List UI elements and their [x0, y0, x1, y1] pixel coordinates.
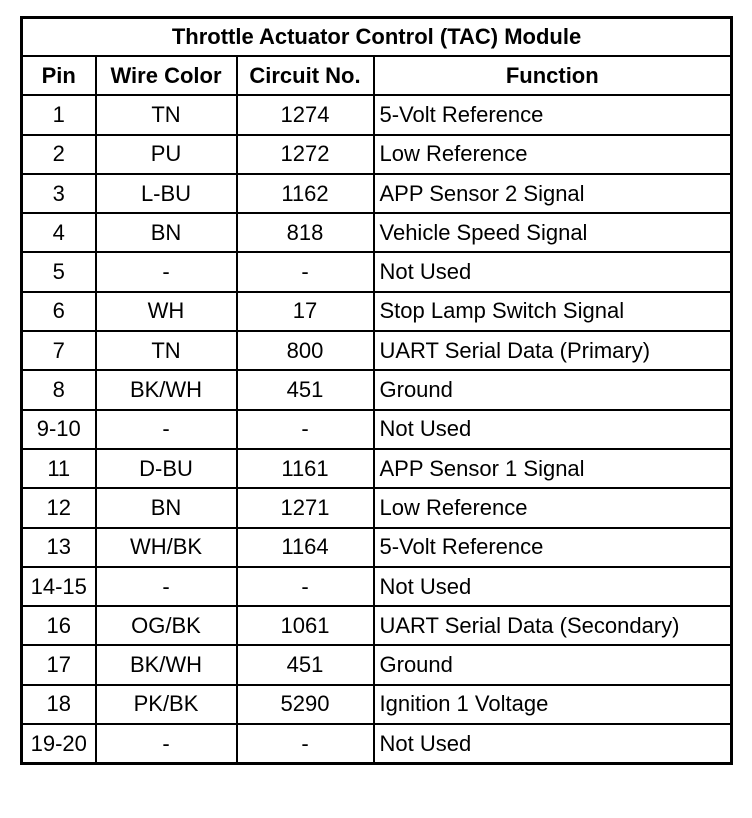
pin-cell: 7	[22, 331, 96, 370]
table-row	[22, 685, 732, 724]
table-row	[22, 724, 732, 764]
table-title: Throttle Actuator Control (TAC) Module	[22, 18, 732, 57]
pin-cell: 17	[22, 645, 96, 684]
wire-color-cell: -	[96, 252, 237, 291]
function-cell: Ignition 1 Voltage	[374, 685, 732, 724]
wire-color-cell: -	[96, 410, 237, 449]
pin-cell: 4	[22, 213, 96, 252]
header-circuit-no: Circuit No.	[237, 56, 374, 95]
pin-cell: 12	[22, 488, 96, 527]
circuit-no-cell: 1271	[237, 488, 374, 527]
circuit-no-cell: 1272	[237, 135, 374, 174]
function-cell: Ground	[374, 370, 732, 409]
circuit-no-cell: 1164	[237, 528, 374, 567]
function-cell: Not Used	[374, 252, 732, 291]
wire-color-cell: WH	[96, 292, 237, 331]
function-cell: 5-Volt Reference	[374, 95, 732, 134]
table-row	[22, 331, 732, 370]
header-row	[22, 56, 732, 95]
circuit-no-cell: 1162	[237, 174, 374, 213]
circuit-no-cell: 1161	[237, 449, 374, 488]
wire-color-cell: BK/WH	[96, 370, 237, 409]
circuit-no-cell: -	[237, 567, 374, 606]
pin-cell: 3	[22, 174, 96, 213]
pin-cell: 8	[22, 370, 96, 409]
wire-color-cell: D-BU	[96, 449, 237, 488]
function-cell: Low Reference	[374, 135, 732, 174]
circuit-no-cell: 800	[237, 331, 374, 370]
table-row	[22, 528, 732, 567]
pin-cell: 14-15	[22, 567, 96, 606]
table-row	[22, 488, 732, 527]
wire-color-cell: BN	[96, 213, 237, 252]
wire-color-cell: -	[96, 724, 237, 764]
wire-color-cell: OG/BK	[96, 606, 237, 645]
function-cell: Not Used	[374, 410, 732, 449]
header-function: Function	[374, 56, 732, 95]
circuit-no-cell: 17	[237, 292, 374, 331]
table-row	[22, 252, 732, 291]
wire-color-cell: BN	[96, 488, 237, 527]
circuit-no-cell: -	[237, 252, 374, 291]
wire-color-cell: BK/WH	[96, 645, 237, 684]
table-body	[22, 95, 732, 764]
pin-cell: 1	[22, 95, 96, 134]
circuit-no-cell: 818	[237, 213, 374, 252]
table-row	[22, 645, 732, 684]
circuit-no-cell: 1274	[237, 95, 374, 134]
wire-color-cell: PK/BK	[96, 685, 237, 724]
table-row	[22, 606, 732, 645]
wire-color-cell: -	[96, 567, 237, 606]
circuit-no-cell: 5290	[237, 685, 374, 724]
header-wire-color: Wire Color	[96, 56, 237, 95]
table-row	[22, 174, 732, 213]
wire-color-cell: TN	[96, 95, 237, 134]
function-cell: Low Reference	[374, 488, 732, 527]
title-row	[22, 18, 732, 57]
pin-cell: 13	[22, 528, 96, 567]
function-cell: 5-Volt Reference	[374, 528, 732, 567]
circuit-no-cell: 451	[237, 645, 374, 684]
function-cell: Not Used	[374, 567, 732, 606]
function-cell: UART Serial Data (Primary)	[374, 331, 732, 370]
table-row	[22, 410, 732, 449]
table-row	[22, 292, 732, 331]
pin-cell: 19-20	[22, 724, 96, 764]
table-row	[22, 95, 732, 134]
wire-color-cell: TN	[96, 331, 237, 370]
table-row	[22, 213, 732, 252]
circuit-no-cell: 451	[237, 370, 374, 409]
function-cell: Stop Lamp Switch Signal	[374, 292, 732, 331]
pinout-table	[20, 16, 733, 765]
function-cell: APP Sensor 1 Signal	[374, 449, 732, 488]
function-cell: Not Used	[374, 724, 732, 764]
wire-color-cell: PU	[96, 135, 237, 174]
table-row	[22, 449, 732, 488]
table-row	[22, 370, 732, 409]
pin-cell: 18	[22, 685, 96, 724]
pin-cell: 6	[22, 292, 96, 331]
wire-color-cell: WH/BK	[96, 528, 237, 567]
wire-color-cell: L-BU	[96, 174, 237, 213]
table-row	[22, 135, 732, 174]
table-row	[22, 567, 732, 606]
pin-cell: 11	[22, 449, 96, 488]
pin-cell: 5	[22, 252, 96, 291]
header-pin: Pin	[22, 56, 96, 95]
pin-cell: 9-10	[22, 410, 96, 449]
function-cell: Vehicle Speed Signal	[374, 213, 732, 252]
function-cell: Ground	[374, 645, 732, 684]
circuit-no-cell: -	[237, 724, 374, 764]
pin-cell: 2	[22, 135, 96, 174]
circuit-no-cell: -	[237, 410, 374, 449]
function-cell: APP Sensor 2 Signal	[374, 174, 732, 213]
pin-cell: 16	[22, 606, 96, 645]
function-cell: UART Serial Data (Secondary)	[374, 606, 732, 645]
circuit-no-cell: 1061	[237, 606, 374, 645]
